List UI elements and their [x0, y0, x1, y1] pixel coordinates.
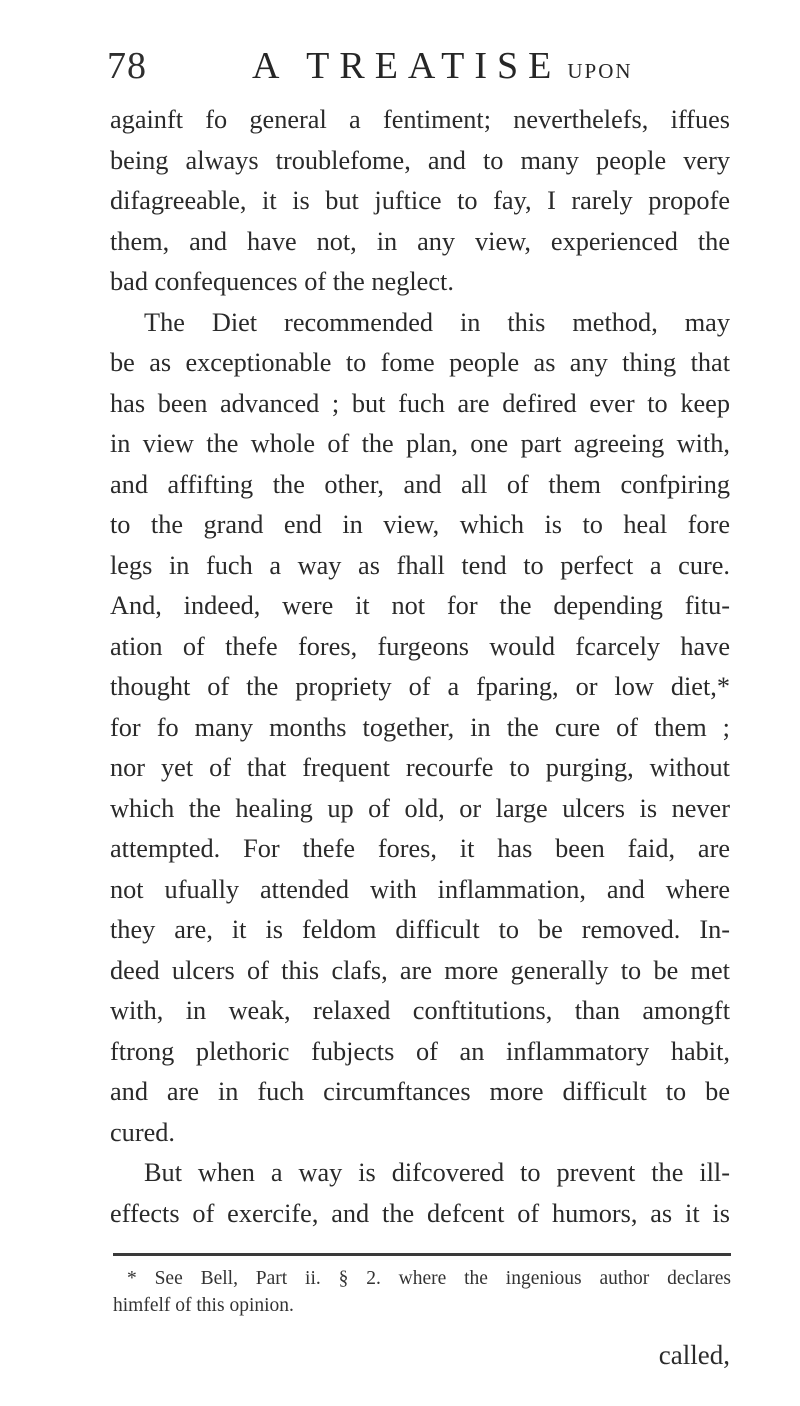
- running-head-small: UPON: [567, 59, 633, 83]
- text-line: has been advanced ; but fuch are defired ever to keep: [110, 388, 730, 418]
- page-header: [0, 38, 800, 98]
- text-line: cured.: [110, 1117, 175, 1147]
- text-line: they are, it is feldom difficult to be removed. In-: [110, 915, 730, 944]
- running-head-title: A TREATISE: [252, 45, 562, 87]
- text-line: And, indeed, were it not for the depending fitu-: [110, 591, 730, 620]
- text-line: ftrong plethoric fubjects of an inflammatory habit,: [110, 1036, 730, 1066]
- footnote-line: himfelf of this opinion.: [113, 1295, 294, 1316]
- text-line: The Diet recommended in this method, may: [144, 307, 730, 337]
- footnote: [113, 1265, 731, 1319]
- text-line: difagreeable, it is but juftice to fay, I rarely propofe: [110, 186, 730, 215]
- footnote-rule: [113, 1253, 731, 1256]
- text-line: to the grand end in view, which is to heal fore: [110, 510, 730, 539]
- text-line: them, and have not, in any view, experienced the: [110, 226, 730, 256]
- catchword: called,: [658, 1340, 730, 1370]
- text-line: ation of thefe fores, furgeons would fcarcely have: [110, 631, 730, 661]
- text-line: thought of the propriety of a fparing, or low diet,*: [110, 672, 730, 701]
- text-line: nor yet of that frequent recourfe to purging, without: [110, 753, 730, 782]
- text-line: But when a way is difcovered to prevent the ill-: [144, 1158, 730, 1187]
- text-line: attempted. For thefe fores, it has been faid, are: [110, 834, 730, 863]
- text-line: in view the whole of the plan, one part agreeing with,: [110, 429, 730, 458]
- text-line: bad confequences of the neglect.: [110, 267, 454, 296]
- text-line: being always troublefome, and to many people very: [110, 145, 730, 175]
- text-line: againft fo general a fentiment; neverthelefs, iffues: [110, 105, 730, 134]
- text-line: deed ulcers of this clafs, are more generally to be met: [110, 955, 730, 985]
- text-line: and are in fuch circumftances more difficult to be: [110, 1077, 730, 1106]
- text-line: not ufually attended with inflammation, and where: [110, 874, 730, 904]
- running-head: [252, 44, 633, 88]
- text-line: be as exceptionable to fome people as any thing that: [110, 348, 730, 377]
- page-number: 78: [107, 45, 147, 87]
- text-line: for fo many months together, in the cure of them ;: [110, 712, 730, 742]
- text-line: effects of exercife, and the defcent of humors, as it is: [110, 1198, 730, 1228]
- text-line: with, in weak, relaxed conftitutions, than amongft: [110, 996, 730, 1025]
- footnote-line: * See Bell, Part ii. § 2. where the ingenious author declares: [127, 1268, 731, 1289]
- body-text: [110, 100, 730, 1234]
- text-line: which the healing up of old, or large ulcers is never: [110, 793, 730, 823]
- text-line: legs in fuch a way as fhall tend to perfect a cure.: [110, 550, 730, 580]
- text-line: and affifting the other, and all of them confpiring: [110, 469, 730, 499]
